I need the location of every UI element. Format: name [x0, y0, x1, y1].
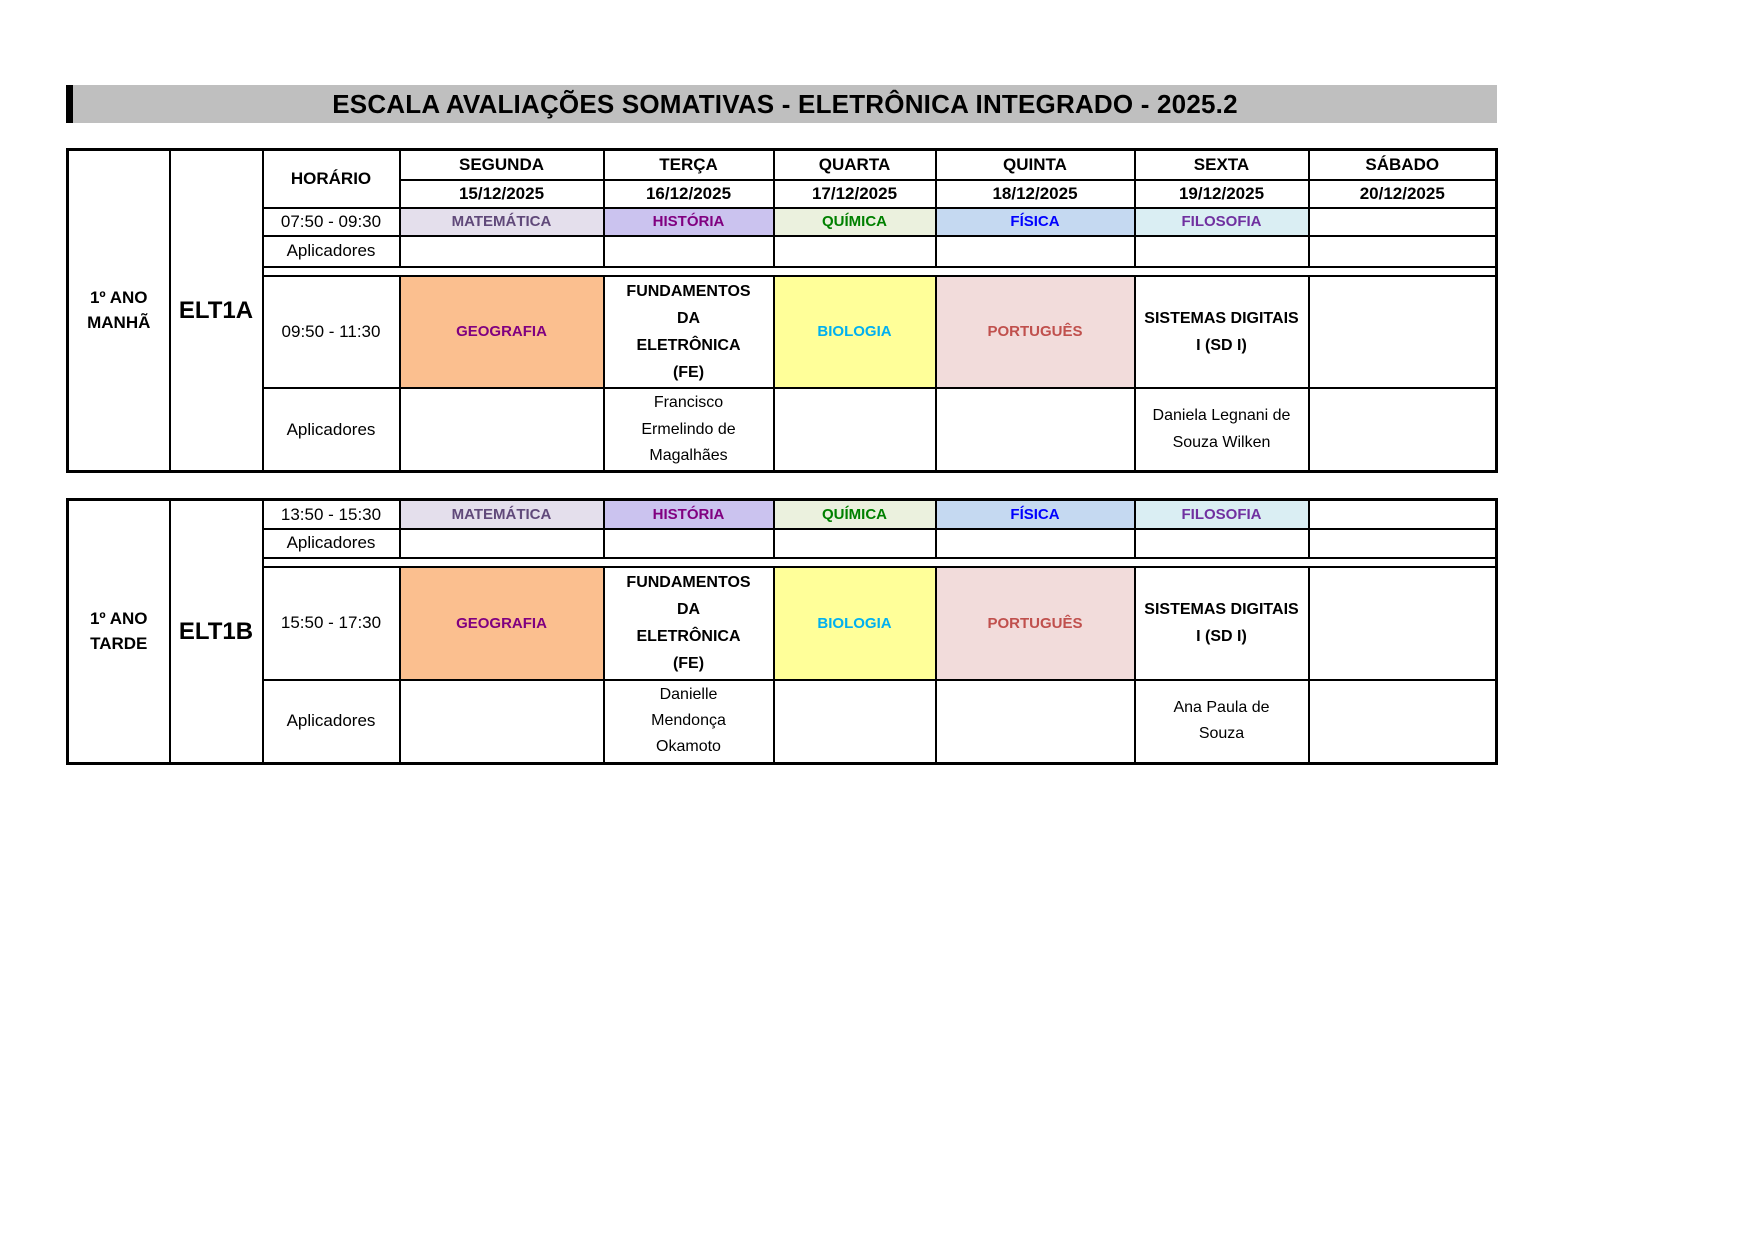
aplicadores-label: Aplicadores: [263, 388, 400, 472]
subject-cell-historia: HISTÓRIA: [604, 500, 774, 529]
empty-cell: [400, 236, 604, 267]
day-header-quinta: QUINTA: [936, 150, 1135, 180]
applier-name: Daniela Legnani de Souza Wilken: [1152, 407, 1291, 451]
title-bar: [66, 85, 1497, 123]
separator-row: [68, 558, 1497, 567]
subject-label: FUNDAMENTOS DA ELETRÔNICA (FE): [626, 282, 751, 382]
subject-cell-biologia: BIOLOGIA: [774, 276, 936, 389]
empty-cell: [400, 388, 604, 472]
subject-cell-matematica: MATEMÁTICA: [400, 208, 604, 236]
subject-cell-matematica: MATEMÁTICA: [400, 500, 604, 529]
page-title: ESCALA AVALIAÇÕES SOMATIVAS - ELETRÔNICA INTEGRADO - 2025.2: [73, 85, 1497, 123]
thick-separator: [263, 558, 1497, 567]
class-code-label: ELT1B: [170, 500, 263, 763]
applier-name: Ana Paula de Souza: [1173, 698, 1270, 743]
subject-cell-fisica: FÍSICA: [936, 500, 1135, 529]
slot1-subject-row: [68, 500, 1497, 529]
date-sexta: 19/12/2025: [1135, 180, 1309, 208]
day-header-sabado: SÁBADO: [1309, 150, 1497, 180]
day-header-sexta: SEXTA: [1135, 150, 1309, 180]
subject-cell-historia: HISTÓRIA: [604, 208, 774, 236]
empty-cell: [774, 236, 936, 267]
subject-cell-portugues: PORTUGUÊS: [936, 276, 1135, 389]
aplicadores-label: Aplicadores: [263, 529, 400, 558]
schedule-table-elt1a: [66, 148, 1498, 473]
subject-cell-sistemas-digitais: [1135, 567, 1309, 680]
day-header-terca: TERÇA: [604, 150, 774, 180]
empty-cell: [774, 388, 936, 472]
subject-label: SISTEMAS DIGITAIS I (SD I): [1144, 309, 1299, 354]
subject-label: FUNDAMENTOS DA ELETRÔNICA (FE): [626, 573, 751, 673]
applier-name-terca: [604, 388, 774, 472]
date-terca: 16/12/2025: [604, 180, 774, 208]
empty-cell: [936, 388, 1135, 472]
empty-cell: [1309, 500, 1497, 529]
slot2-subject-row: [68, 567, 1497, 680]
subject-cell-sistemas-digitais: [1135, 276, 1309, 389]
subject-cell-geografia: GEOGRAFIA: [400, 276, 604, 389]
date-segunda: 15/12/2025: [400, 180, 604, 208]
slot2-time: 15:50 - 17:30: [263, 567, 400, 680]
empty-cell: [1309, 680, 1497, 764]
slot1-appliers-row: [68, 236, 1497, 267]
empty-cell: [936, 680, 1135, 764]
day-header-segunda: SEGUNDA: [400, 150, 604, 180]
empty-cell: [400, 680, 604, 764]
slot2-appliers-row: [68, 680, 1497, 764]
subject-cell-portugues: PORTUGUÊS: [936, 567, 1135, 680]
empty-cell: [1309, 567, 1497, 680]
empty-cell: [1309, 388, 1497, 472]
subject-cell-quimica: QUÍMICA: [774, 500, 936, 529]
slot2-subject-row: [68, 276, 1497, 389]
slot1-time: 07:50 - 09:30: [263, 208, 400, 236]
title-accent-bar: [66, 85, 73, 123]
empty-cell: [1135, 529, 1309, 558]
aplicadores-label: Aplicadores: [263, 236, 400, 267]
applier-name-sexta: [1135, 680, 1309, 764]
empty-cell: [604, 529, 774, 558]
group-label: 1º ANO TARDE: [68, 500, 170, 763]
group-label: 1º ANO MANHÃ: [68, 150, 170, 472]
empty-cell: [936, 529, 1135, 558]
day-name-row: [68, 150, 1497, 180]
empty-cell: [604, 236, 774, 267]
slot1-appliers-row: [68, 529, 1497, 558]
empty-cell: [936, 236, 1135, 267]
empty-cell: [1135, 236, 1309, 267]
date-quinta: 18/12/2025: [936, 180, 1135, 208]
empty-cell: [774, 680, 936, 764]
day-header-quarta: QUARTA: [774, 150, 936, 180]
empty-cell: [1309, 208, 1497, 236]
slot2-time: 09:50 - 11:30: [263, 276, 400, 389]
subject-cell-filosofia: FILOSOFIA: [1135, 500, 1309, 529]
subject-cell-fundamentos-eletronica: [604, 276, 774, 389]
applier-name: Danielle Mendonça Okamoto: [651, 685, 726, 756]
date-sabado: 20/12/2025: [1309, 180, 1497, 208]
slot2-appliers-row: [68, 388, 1497, 472]
subject-label: SISTEMAS DIGITAIS I (SD I): [1144, 601, 1299, 646]
applier-name-sexta: [1135, 388, 1309, 472]
subject-cell-filosofia: FILOSOFIA: [1135, 208, 1309, 236]
date-quarta: 17/12/2025: [774, 180, 936, 208]
empty-cell: [1309, 529, 1497, 558]
applier-name: Francisco Ermelindo de Magalhães: [641, 394, 736, 465]
schedule-table-elt1b: [66, 498, 1498, 764]
subject-cell-geografia: GEOGRAFIA: [400, 567, 604, 680]
subject-cell-biologia: BIOLOGIA: [774, 567, 936, 680]
applier-name-terca: [604, 680, 774, 764]
empty-cell: [1309, 276, 1497, 389]
thick-separator: [263, 267, 1497, 276]
subject-cell-fundamentos-eletronica: [604, 567, 774, 680]
empty-cell: [1309, 236, 1497, 267]
empty-cell: [400, 529, 604, 558]
empty-cell: [774, 529, 936, 558]
class-code-label: ELT1A: [170, 150, 263, 472]
separator-row: [68, 267, 1497, 276]
slot1-subject-row: [68, 208, 1497, 236]
subject-cell-fisica: FÍSICA: [936, 208, 1135, 236]
aplicadores-label: Aplicadores: [263, 680, 400, 764]
horario-header: HORÁRIO: [263, 150, 400, 208]
subject-cell-quimica: QUÍMICA: [774, 208, 936, 236]
slot1-time: 13:50 - 15:30: [263, 500, 400, 529]
